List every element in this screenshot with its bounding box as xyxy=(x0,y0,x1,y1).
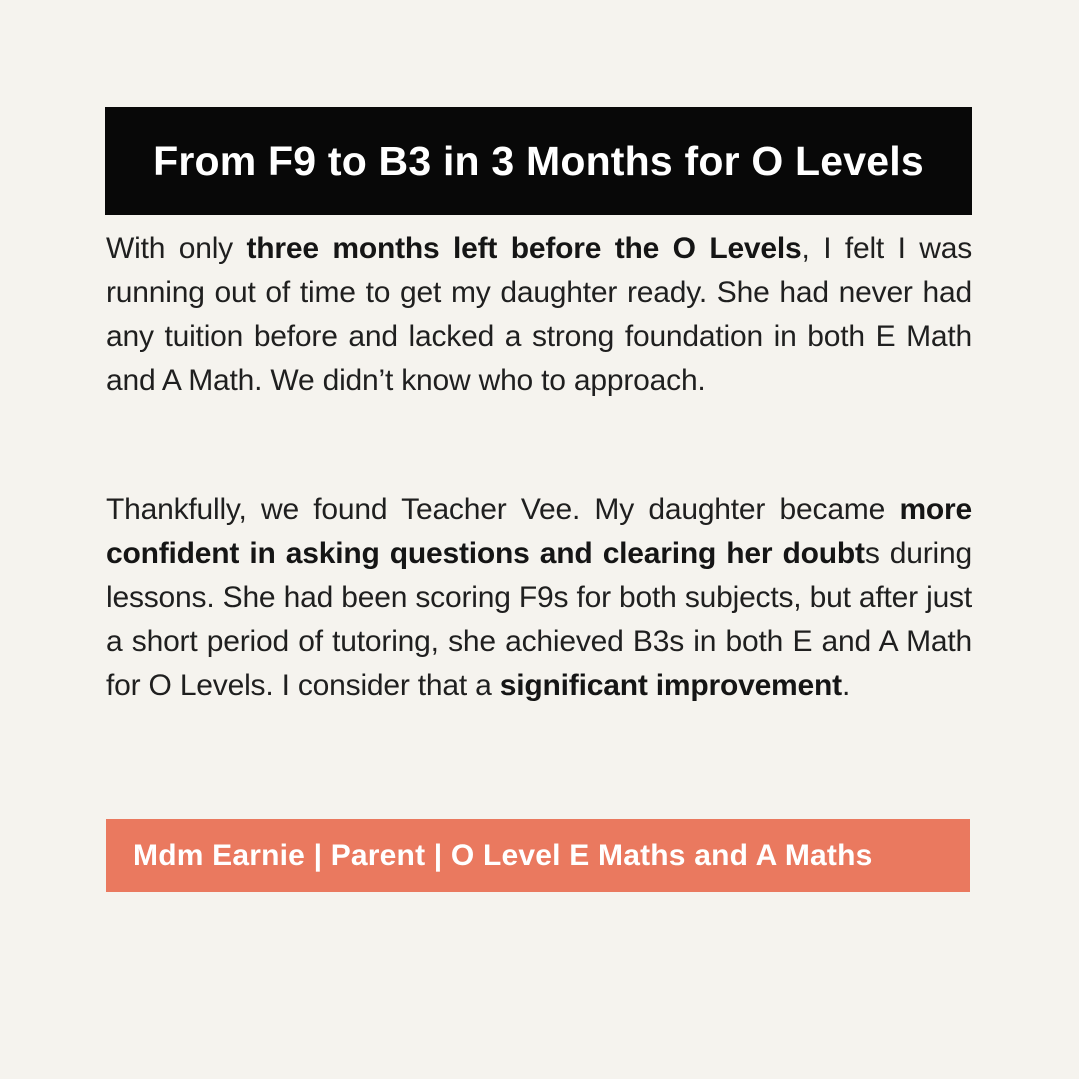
testimonial-paragraph-2 xyxy=(106,488,972,708)
paragraph-2-text-end: . xyxy=(841,669,851,702)
paragraph-2-bold-1: more confident in asking questions and clearing her doubt xyxy=(106,493,972,570)
paragraph-1-bold: three months left before the O Levels xyxy=(246,232,802,265)
paragraph-2-bold-2: significant improvement xyxy=(499,669,842,702)
attribution-label: Mdm Earnie | Parent | O Level E Maths and A Maths xyxy=(133,838,873,872)
paragraph-1-text: With only xyxy=(106,232,247,265)
title-banner xyxy=(105,107,972,215)
page-title: From F9 to B3 in 3 Months for O Levels xyxy=(153,137,924,184)
paragraph-2-text: Thankfully, we found Teacher Vee. My daughter became xyxy=(106,493,900,526)
paragraph-2-text-continued: s during lessons. She had been scoring F9s for both subjects, but after just a short period of tutoring, she achieved B3s in both E and A Math for O Levels. I consider that a xyxy=(106,537,972,702)
paragraph-1-text-continued: , I felt I was running out of time to get my daughter ready. She had never had any tuition before and lacked a strong foundation in both E Math and A Math. We didn’t know who to approach. xyxy=(106,232,972,397)
testimonial-paragraph-1 xyxy=(106,227,972,403)
attribution-banner xyxy=(106,819,970,892)
